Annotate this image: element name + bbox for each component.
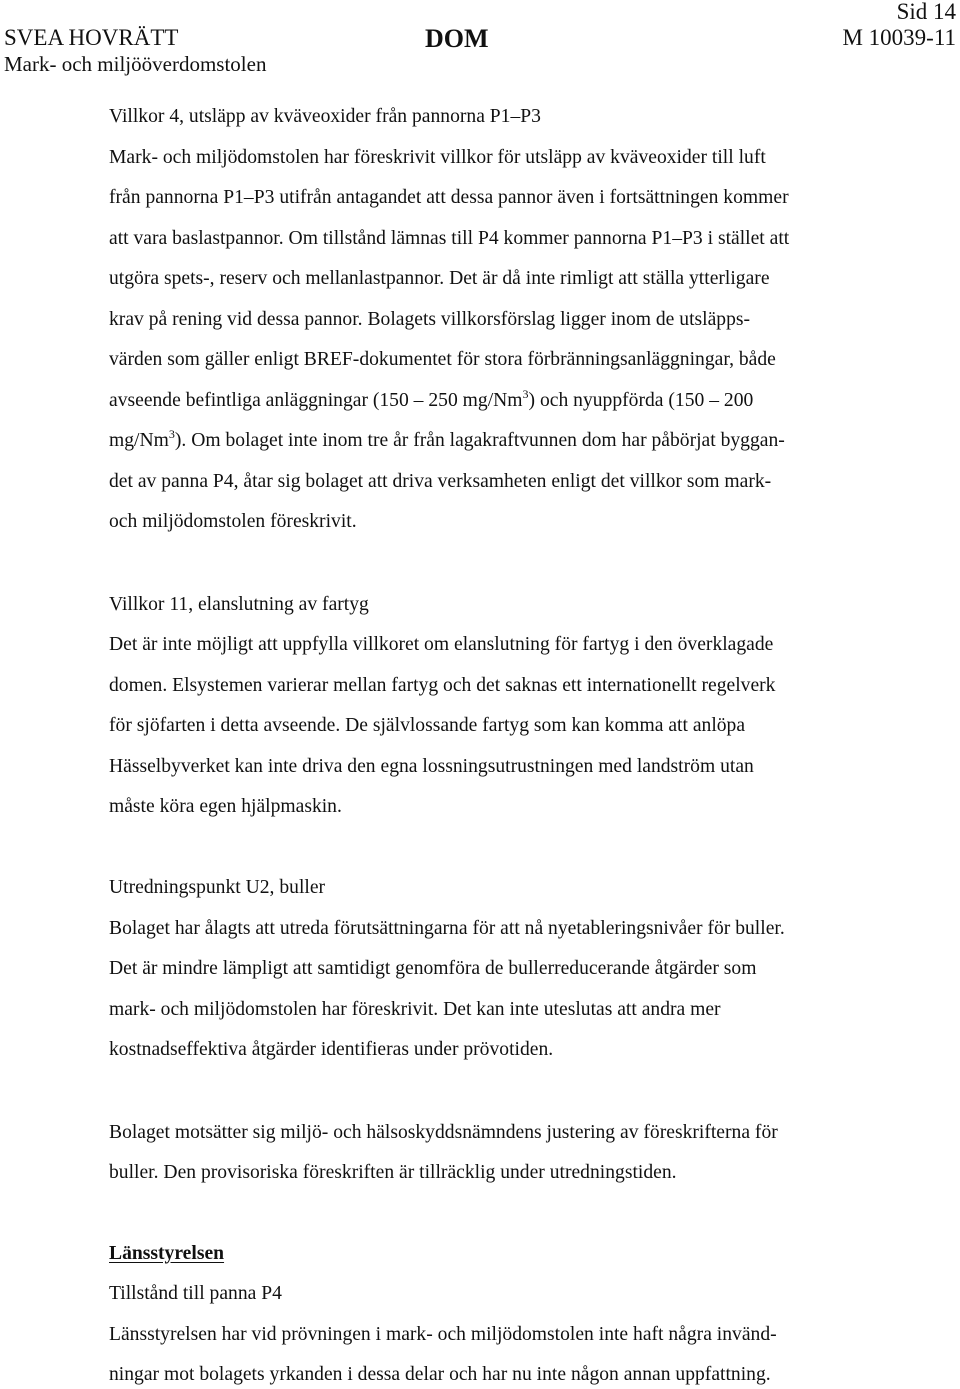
paragraph-line: Mark- och miljödomstolen har föreskrivit villkor för utsläpp av kväveoxider till luft	[109, 147, 766, 168]
text-run: ). Om bolaget inte inom tre år från lagakraftvunnen dom har påbörjat byggan-	[174, 430, 785, 451]
paragraph-line: måste köra egen hjälpmaskin.	[109, 796, 342, 817]
paragraph-line: Länsstyrelsen har vid prövningen i mark- och miljödomstolen inte haft några invänd-	[109, 1324, 777, 1345]
section-heading: Villkor 11, elanslutning av fartyg	[109, 594, 369, 615]
superscript: 3	[168, 427, 175, 441]
court-name: SVEA HOVRÄTT	[4, 25, 179, 50]
paragraph-line: att vara baslastpannor. Om tillstånd lämnas till P4 kommer pannorna P1–P3 i stället att	[109, 228, 790, 249]
paragraph-line: utgöra spets-, reserv och mellanlastpannor. Det är då inte rimligt att ställa ytterligare	[109, 268, 770, 289]
paragraph-line: från pannorna P1–P3 utifrån antagandet att dessa pannor även i fortsättningen kommer	[109, 187, 789, 208]
paragraph-line: värden som gäller enligt BREF-dokumentet för stora förbränningsanläggningar, både	[109, 349, 776, 370]
paragraph-line: krav på rening vid dessa pannor. Bolagets villkorsförslag ligger inom de utsläpps-	[109, 309, 751, 330]
paragraph-line: och miljödomstolen föreskrivit.	[109, 511, 357, 532]
paragraph-line: domen. Elsystemen varierar mellan fartyg och det saknas ett internationellt regelverk	[109, 675, 776, 696]
text-run: mg/Nm	[109, 430, 169, 451]
paragraph-line: mark- och miljödomstolen har föreskrivit. Det kan inte uteslutas att andra mer	[109, 999, 721, 1020]
document-type: DOM	[425, 24, 489, 53]
case-number: M 10039-11	[842, 25, 956, 50]
paragraph-line: för sjöfarten i detta avseende. De självlossande fartyg som kan komma att anlöpa	[109, 715, 746, 736]
page-number: Sid 14	[896, 0, 956, 24]
paragraph-line	[109, 388, 753, 414]
paragraph-line	[109, 428, 785, 454]
paragraph-line: buller. Den provisoriska föreskriften är tillräcklig under utredningstiden.	[109, 1162, 677, 1183]
court-subtitle: Mark- och miljööverdomstolen	[4, 52, 267, 76]
paragraph-line: Det är inte möjligt att uppfylla villkoret om elanslutning för fartyg i den överklagade	[109, 634, 774, 655]
text-run: avseende befintliga anläggningar (150 – 250 mg/Nm	[109, 390, 523, 411]
section-heading: Villkor 4, utsläpp av kväveoxider från pannorna P1–P3	[109, 106, 541, 127]
paragraph-line: ningar mot bolagets yrkanden i dessa delar och har nu inte någon annan uppfattning.	[109, 1364, 771, 1385]
text-run: ) och nyuppförda (150 – 200	[528, 390, 754, 411]
paragraph-line: Bolaget motsätter sig miljö- och hälsoskyddsnämndens justering av föreskrifterna för	[109, 1122, 778, 1143]
paragraph-line: det av panna P4, åtar sig bolaget att driva verksamheten enligt det villkor som mark-	[109, 471, 772, 492]
section-heading: Tillstånd till panna P4	[109, 1283, 282, 1304]
paragraph-line: Hässelbyverket kan inte driva den egna lossningsutrustningen med landström utan	[109, 756, 754, 777]
superscript: 3	[522, 387, 529, 401]
paragraph-line: kostnadseffektiva åtgärder identifieras under prövotiden.	[109, 1039, 554, 1060]
section-heading: Utredningspunkt U2, buller	[109, 877, 326, 898]
paragraph-line: Bolaget har ålagts att utreda förutsättningarna för att nå nyetableringsnivåer för buller.	[109, 918, 785, 939]
party-heading: Länsstyrelsen	[109, 1243, 225, 1264]
paragraph-line: Det är mindre lämpligt att samtidigt genomföra de bullerreducerande åtgärder som	[109, 958, 757, 979]
